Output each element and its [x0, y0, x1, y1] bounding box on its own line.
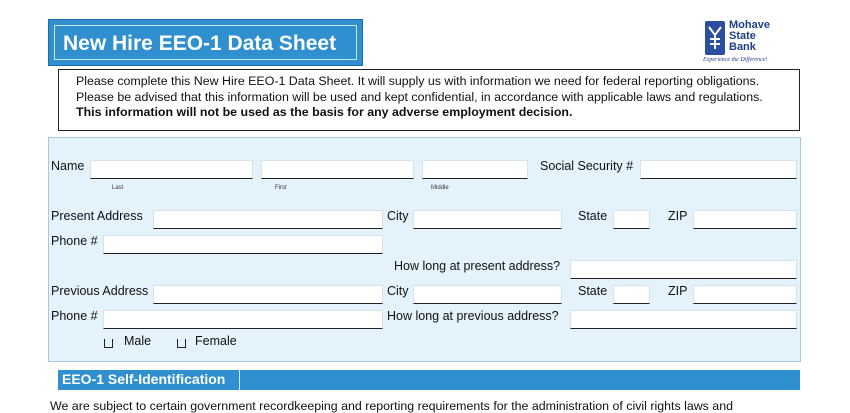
previous-address-label: Previous Address [51, 284, 149, 298]
present-address-label: Present Address [51, 209, 143, 223]
section-header-bar [58, 370, 800, 390]
last-sublabel: Last [112, 185, 124, 191]
previous-state-label: State [578, 284, 608, 298]
previous-phone-label: Phone # [51, 309, 98, 323]
previous-zip-field[interactable] [693, 285, 797, 304]
first-sublabel: First [275, 185, 287, 191]
middle-name-field[interactable] [422, 160, 528, 179]
title-banner [48, 19, 363, 66]
previous-state-field[interactable] [613, 285, 650, 304]
male-checkbox[interactable] [104, 339, 113, 348]
zip-field[interactable] [693, 210, 797, 229]
how-long-previous-label: How long at previous address? [387, 309, 559, 323]
female-checkbox[interactable] [177, 339, 186, 348]
instructions-line-3: This information will not be used as the basis for any adverse employment decision. [76, 105, 573, 119]
logo-line-2: State [729, 30, 756, 42]
phone-field[interactable] [103, 235, 383, 254]
female-label: Female [195, 334, 237, 348]
present-address-field[interactable] [153, 210, 383, 229]
previous-phone-field[interactable] [103, 310, 383, 329]
how-long-present-label: How long at present address? [394, 259, 561, 273]
how-long-present-field[interactable] [570, 260, 797, 279]
middle-sublabel: Middle [431, 185, 449, 191]
name-label: Name [51, 159, 85, 173]
eeo-intro-text: We are subject to certain government recordkeeping and reporting requirements for the administration of civil rights laws and [50, 399, 733, 413]
state-label: State [578, 209, 608, 223]
previous-address-field[interactable] [153, 285, 383, 304]
logo-line-3: Bank [729, 41, 756, 53]
instructions-box [58, 69, 800, 131]
bank-logo-wordmark [729, 20, 770, 53]
bank-logo [703, 21, 813, 71]
how-long-previous-field[interactable] [570, 310, 797, 329]
previous-city-field[interactable] [413, 285, 562, 304]
section-header-box [58, 370, 240, 390]
page-title: New Hire EEO-1 Data Sheet [63, 32, 337, 55]
city-label: City [387, 209, 409, 223]
bank-logo-icon [705, 21, 725, 55]
last-name-field[interactable] [90, 160, 253, 179]
phone-label: Phone # [51, 234, 98, 248]
previous-zip-label: ZIP [668, 284, 688, 298]
male-label: Male [124, 334, 152, 348]
instructions-line-2: Please be advised that this information will be used and kept confidential, in accordance with applicable laws and regulations. [76, 89, 763, 104]
city-field[interactable] [413, 210, 562, 229]
logo-line-1: Mohave [729, 19, 770, 31]
zip-label: ZIP [668, 209, 688, 223]
state-field[interactable] [613, 210, 650, 229]
instructions-line-1: Please complete this New Hire EEO-1 Data Sheet. It will supply us with information we need for federal reporting obligations. [76, 74, 760, 88]
first-name-field[interactable] [261, 160, 414, 179]
logo-tagline: Experience the Difference! [703, 57, 768, 63]
section-header: EEO-1 Self-Identification [62, 371, 226, 387]
ssn-field[interactable] [640, 160, 797, 179]
ssn-label: Social Security # [540, 159, 634, 173]
previous-city-label: City [387, 284, 409, 298]
